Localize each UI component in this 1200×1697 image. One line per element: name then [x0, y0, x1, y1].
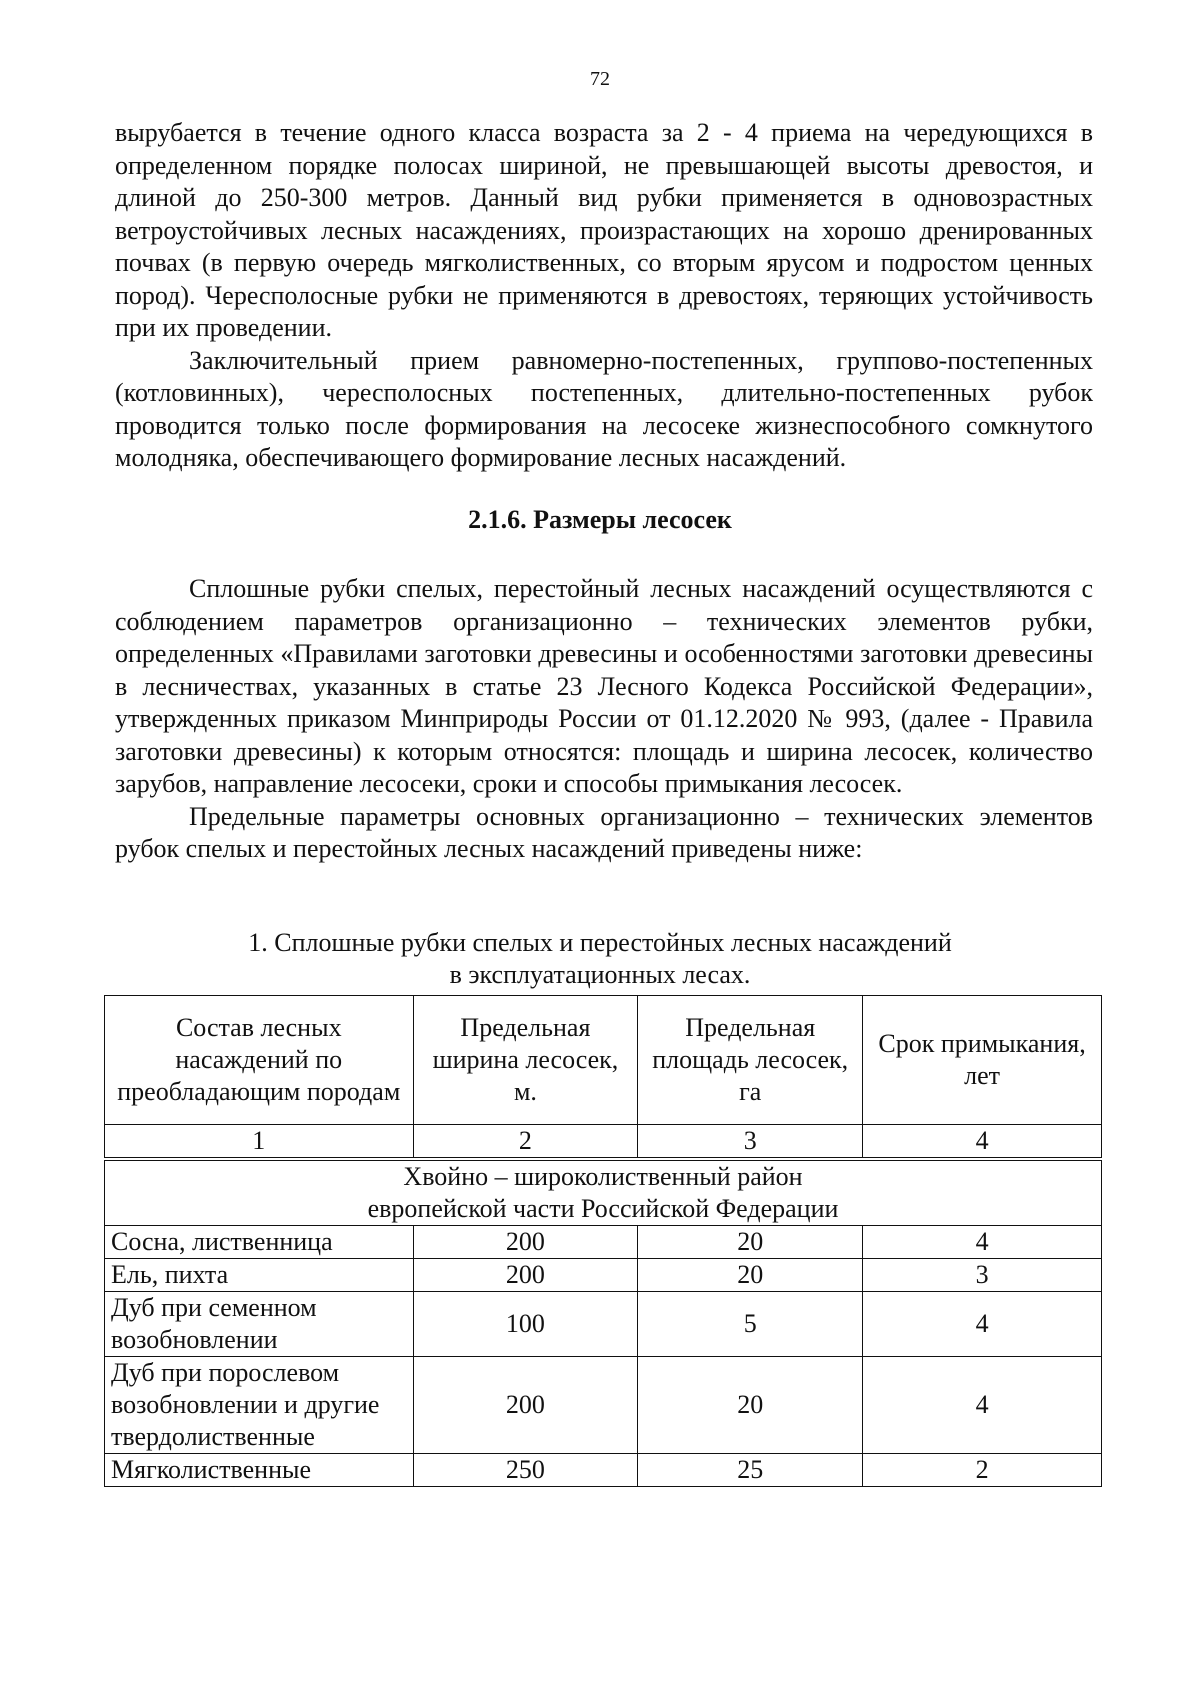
width-cell: 200 — [413, 1226, 638, 1259]
term-cell: 2 — [863, 1454, 1102, 1487]
width-cell: 100 — [413, 1292, 638, 1357]
table-row — [105, 1454, 1102, 1487]
species-cell: Ель, пихта — [105, 1259, 414, 1292]
term-cell: 3 — [863, 1259, 1102, 1292]
text-block-top — [115, 117, 1093, 475]
term-cell: 4 — [863, 1357, 1102, 1454]
table-header-cell: Срок примыкания, лет — [863, 996, 1102, 1125]
table-header-cell: Состав лесных насаждений по преобладающим породам — [105, 996, 414, 1125]
region-line: Хвойно – широколиственный район — [403, 1162, 803, 1191]
paragraph: Предельные параметры основных организационно – технических элементов рубок спелых и перестойных лесных насаждений приведены ниже: — [115, 801, 1093, 863]
area-cell: 25 — [638, 1454, 863, 1487]
page-number: 72 — [590, 68, 610, 90]
region-row — [105, 1159, 1102, 1226]
table-header-row — [105, 996, 1102, 1125]
species-cell: Мягколиственные — [105, 1454, 414, 1487]
area-cell: 20 — [638, 1357, 863, 1454]
area-cell: 5 — [638, 1292, 863, 1357]
area-cell: 20 — [638, 1226, 863, 1259]
table-caption-line: 1. Сплошные рубки спелых и перестойных лесных насаждений — [248, 928, 952, 957]
table-header-cell: Предельная площадь лесосек, га — [638, 996, 863, 1125]
table-row — [105, 1357, 1102, 1454]
table-row — [105, 1226, 1102, 1259]
term-cell: 4 — [863, 1226, 1102, 1259]
table-caption — [0, 927, 1200, 991]
table-row — [105, 1259, 1102, 1292]
width-cell: 200 — [413, 1259, 638, 1292]
text-block-bottom — [115, 573, 1093, 866]
width-cell: 250 — [413, 1454, 638, 1487]
term-cell: 4 — [863, 1292, 1102, 1357]
logging-parameters-table — [104, 995, 1102, 1487]
section-heading: 2.1.6. Размеры лесосек — [468, 505, 732, 534]
table-header-cell: Предельная ширина лесосек, м. — [413, 996, 638, 1125]
region-line: европейской части Российской Федерации — [367, 1194, 839, 1223]
column-number: 2 — [413, 1125, 638, 1160]
paragraph: вырубается в течение одного класса возраста за 2 - 4 приема на чередующихся в определенном порядке полосах шириной, не превышающей высоты древостоя, и длиной до 250-300 метров. Данный вид рубки применяется в одновозрастных ветроустойчивых лесных насаждениях, произрастающих на хорошо дренированных почвах (в первую очередь мягколиственных, со вторым ярусом и подростом ценных пород). Чересполосные рубки не применяются в древостоях, теряющих устойчивость при их проведении. — [115, 118, 1093, 342]
species-cell: Дуб при семенном возобновлении — [105, 1292, 414, 1357]
width-cell: 200 — [413, 1357, 638, 1454]
species-cell: Дуб при порослевом возобновлении и другие твердолиственные — [105, 1357, 414, 1454]
paragraph: Заключительный прием равномерно-постепенных, группово-постепенных (котловинных), чересполосных постепенных, длительно-постепенных рубок проводится только после формирования на лесосеке жизнеспособного сомкнутого молодняка, обеспечивающего формирование лесных насаждений. — [115, 345, 1093, 472]
table-caption-line: в эксплуатационных лесах. — [449, 960, 751, 989]
table-row — [105, 1292, 1102, 1357]
species-cell: Сосна, лиственница — [105, 1226, 414, 1259]
column-number-row — [105, 1125, 1102, 1160]
column-number: 1 — [105, 1125, 414, 1160]
column-number: 3 — [638, 1125, 863, 1160]
column-number: 4 — [863, 1125, 1102, 1160]
area-cell: 20 — [638, 1259, 863, 1292]
region-cell — [105, 1159, 1102, 1226]
paragraph: Сплошные рубки спелых, перестойный лесных насаждений осуществляются с соблюдением параметров организационно – технических элементов рубки, определенных «Правилами заготовки древесины и особенностями заготовки древесины в лесничествах, указанных в статье 23 Лесного Кодекса Российской Федерации», утвержденных приказом Минприроды России от 01.12.2020 № 993, (далее - Правила заготовки древесины) к которым относятся: площадь и ширина лесосек, количество зарубов, направление лесосеки, сроки и способы примыкания лесосек. — [115, 574, 1093, 798]
